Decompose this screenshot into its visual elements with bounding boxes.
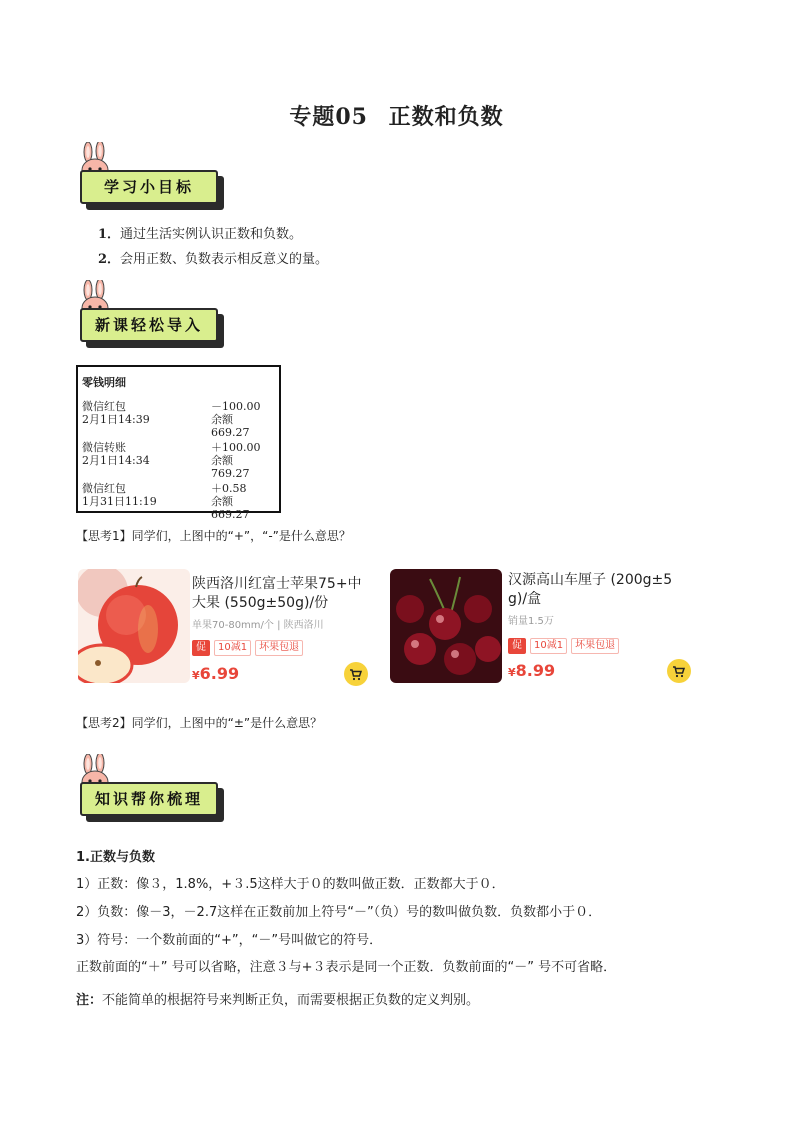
promo-badge: 促 — [508, 638, 526, 654]
ledger-title: 零钱明细 — [82, 376, 126, 389]
title-prefix: 专题05 — [289, 104, 368, 130]
page-title — [0, 100, 793, 131]
goal-item: 1．通过生活实例认识正数和负数。 — [98, 227, 303, 242]
product-tags — [192, 640, 307, 656]
refund-tag: 坏果包退 — [571, 638, 619, 654]
refund-tag: 坏果包退 — [255, 640, 303, 656]
apple-image — [78, 569, 190, 683]
section-banner-intro — [76, 280, 226, 350]
section-banner-goals — [76, 142, 226, 212]
ledger-item: 微信红包 1月31日11:19 ＋0.58 余额669.27 — [82, 482, 250, 521]
knowledge-line: 2）负数：像－3，－2.7这样在正数前加上符号“－”（负）号的数叫做负数．负数都小于０． — [76, 905, 602, 920]
knowledge-line: 3）符号：一个数前面的“+”，“－”号叫做它的符号． — [76, 933, 383, 948]
think-question-1: 【思考1】同学们，上图中的“+”，“-”是什么意思？ — [76, 529, 351, 543]
discount-tag: 10减1 — [214, 640, 251, 656]
product-price: ¥8.99 — [508, 661, 556, 680]
title-main: 正数和负数 — [388, 104, 504, 130]
ledger-item: 微信红包 2月1日14:39 －100.00 余额669.27 — [82, 400, 261, 439]
product-tags — [508, 638, 623, 654]
goal-item: 2．会用正数、负数表示相反意义的量。 — [98, 252, 329, 267]
promo-badge: 促 — [192, 640, 210, 656]
cherry-image — [390, 569, 502, 683]
knowledge-line: 正数前面的“＋” 号可以省略，注意３与+３表示是同一个正数．负数前面的“－” 号不可省略． — [76, 960, 617, 975]
section-label: 学习小目标 — [80, 170, 218, 204]
discount-tag: 10减1 — [530, 638, 567, 654]
product-name: 汉源高山车厘子 (200g±5 g)/盒 — [508, 572, 673, 607]
section-label: 新课轻松导入 — [80, 308, 218, 342]
cart-icon[interactable] — [344, 662, 368, 686]
think-question-2: 【思考2】同学们，上图中的“±”是什么意思？ — [76, 716, 323, 730]
ledger-item: 微信转账 2月1日14:34 ＋100.00 余额769.27 — [82, 441, 261, 480]
section-label: 知识帮你梳理 — [80, 782, 218, 816]
wallet-ledger — [76, 365, 281, 521]
knowledge-line: 1）正数：像３，1.8%，+３.5这样大于０的数叫做正数．正数都大于０． — [76, 877, 505, 892]
product-subtitle: 销量1.5万 — [508, 616, 554, 627]
product-price: ¥6.99 — [192, 664, 240, 683]
knowledge-note: 注：不能简单的根据符号来判断正负，而需要根据正负数的定义判别。 — [76, 993, 480, 1008]
cart-icon[interactable] — [667, 659, 691, 683]
product-subtitle: 单果70-80mm/个 | 陕西洛川 — [192, 620, 324, 631]
product-name: 陕西洛川红富士苹果75+中 大果 (550g±50g)/份 — [192, 576, 362, 611]
product-card[interactable] — [76, 563, 376, 688]
product-card[interactable] — [390, 563, 700, 688]
section-banner-knowledge — [76, 754, 226, 824]
knowledge-heading: 1.正数与负数 — [76, 850, 155, 865]
